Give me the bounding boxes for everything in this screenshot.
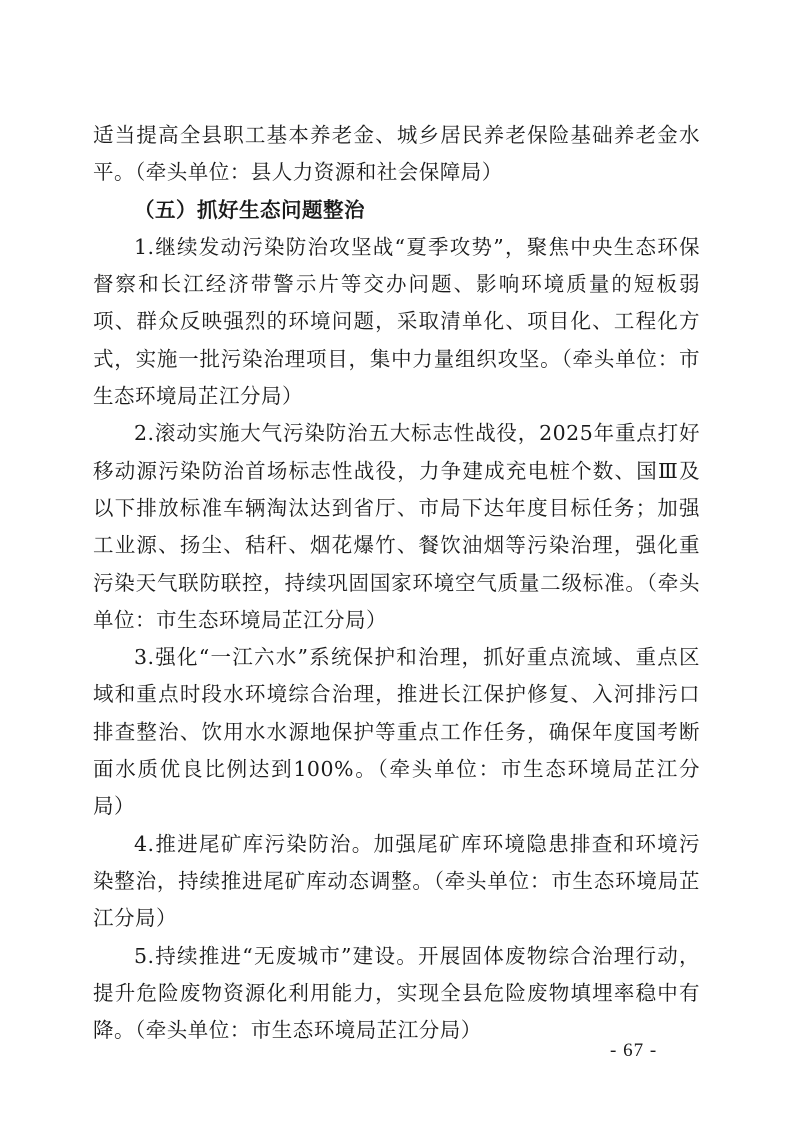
page-number: - 67 - (610, 1040, 658, 1061)
document-body (93, 117, 700, 1049)
paragraph-item-5: 5.持续推进“无废城市”建设。开展固体废物综合治理行动，提升危险废物资源化利用能力，实现全县危险废物填埋率稳中有降。（牵头单位：市生态环境局芷江分局） (93, 943, 700, 1043)
paragraph-item-3: 3.强化“一江六水”系统保护和治理，抓好重点流域、重点区域和重点时段水环境综合治理，推进长江保护修复、入河排污口排查整治、饮用水水源地保护等重点工作任务，确保年度国考断面水质优良比例达到100%。（牵头单位：市生态环境局芷江分局） (93, 645, 700, 819)
continued-paragraph: 适当提高全县职工基本养老金、城乡居民养老保险基础养老金水平。（牵头单位：县人力资源和社会保障局） (93, 123, 700, 185)
paragraph-item-1: 1.继续发动污染防治攻坚战“夏季攻势”，聚焦中央生态环保督察和长江经济带警示片等交办问题、影响环境质量的短板弱项、群众反映强烈的环境问题，采取清单化、项目化、工程化方式，实施一批污染治理项目，集中力量组织攻坚。（牵头单位：市生态环境局芷江分局） (93, 234, 700, 409)
section-heading: （五）抓好生态问题整治 (134, 197, 365, 222)
paragraph-item-4: 4.推进尾矿库污染防治。加强尾矿库环境隐患排查和环境污染整治，持续推进尾矿库动态调整。（牵头单位：市生态环境局芷江分局） (93, 831, 700, 931)
paragraph-item-2: 2.滚动实施大气污染防治五大标志性战役，2025年重点打好移动源污染防治首场标志性战役，力争建成充电桩个数、国Ⅲ及以下排放标准车辆淘汰达到省厅、市局下达年度目标任务；加强工业源、扬尘、秸秆、烟花爆竹、餐饮油烟等污染治理，强化重污染天气联防联控，持续巩固国家环境空气质量二级标准。（牵头单位：市生态环境局芷江分局） (93, 421, 700, 632)
